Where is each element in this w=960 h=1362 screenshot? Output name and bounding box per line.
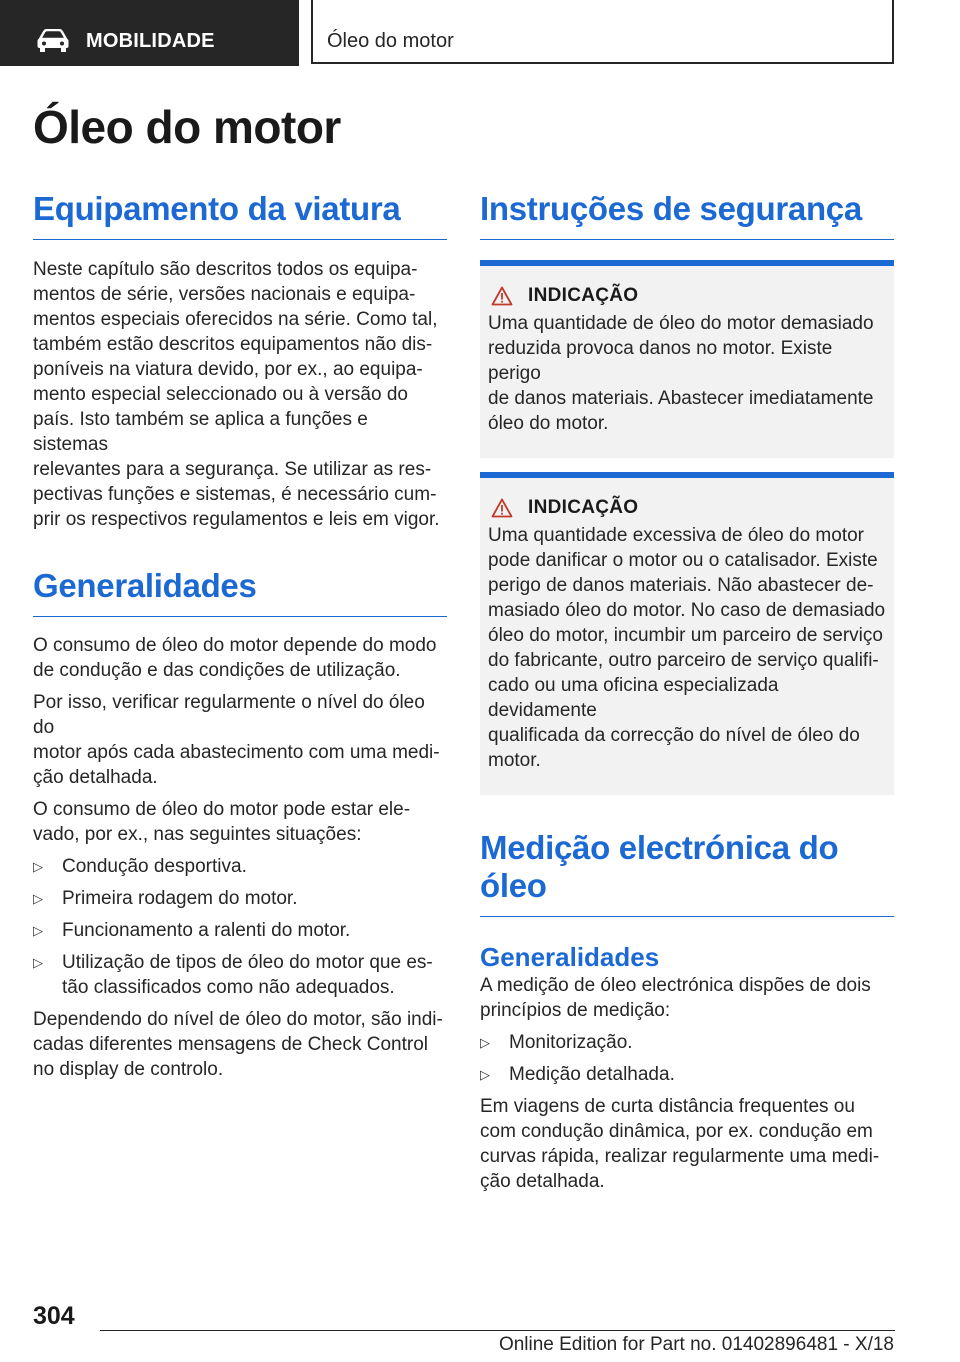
text-line: motor após cada abastecimento com uma medi‐ — [33, 742, 440, 763]
notice-text — [488, 523, 886, 773]
general-paragraph — [33, 797, 447, 847]
text-line: no display de controlo. — [33, 1059, 224, 1080]
edition-note: Online Edition for Part no. 01402896481 - X/18 — [498, 1334, 894, 1355]
text-line: ção detalhada. — [33, 767, 158, 788]
list-item: ▷ Utilização de tipos de óleo do motor que es‐ tão classificados como não adequados. — [33, 952, 433, 998]
page-title: Óleo do motor — [33, 101, 341, 153]
text-line: masiado óleo do motor. No caso de demasiado — [488, 600, 886, 621]
equipment-heading: Equipamento da viatura — [33, 190, 447, 240]
notice-header — [488, 497, 886, 519]
triangle-bullet-icon: ▷ — [33, 859, 43, 874]
text-line: prir os respectivos regulamentos e leis em vigor. — [33, 509, 440, 530]
text-line: mento especial seleccionado ou à versão do — [33, 384, 408, 405]
triangle-bullet-icon: ▷ — [33, 923, 43, 938]
notice-title: INDICAÇÃO — [528, 497, 639, 518]
text-line: motor. — [488, 750, 541, 771]
list-item: ▷ Monitorização. — [480, 1032, 633, 1053]
text-line: óleo do motor, incumbir um parceiro de serviço — [488, 625, 883, 646]
text-line: vado, por ex., nas seguintes situações: — [33, 824, 362, 845]
text-line: curvas rápida, realizar regularmente uma medi‐ — [480, 1146, 880, 1167]
text-line: cado ou uma oficina especializada devidamente — [488, 675, 779, 721]
electronic-general-subheading: Generalidades — [480, 942, 660, 972]
text-line: óleo do motor. — [488, 413, 609, 434]
notice-text — [488, 311, 886, 436]
equipment-paragraph — [33, 257, 447, 532]
text-line: O consumo de óleo do motor depende do modo — [33, 635, 437, 656]
warning-triangle-icon — [491, 286, 513, 306]
text-line: cadas diferentes mensagens de Check Control — [33, 1034, 429, 1055]
left-column — [33, 190, 447, 1082]
chapter-label: Óleo do motor — [327, 30, 454, 52]
text-line: Uma quantidade de óleo do motor demasiado — [488, 313, 874, 334]
general-heading: Generalidades — [33, 567, 447, 617]
text-line: mentos especiais oferecidos na série. Como tal, — [33, 309, 438, 330]
notice-header — [488, 285, 886, 307]
text-line: pode danificar o motor ou o catalisador. Existe — [488, 550, 878, 571]
measurement-principles-list — [480, 1030, 894, 1087]
list-item: ▷ Medição detalhada. — [480, 1064, 675, 1085]
triangle-bullet-icon: ▷ — [33, 955, 43, 970]
text-line: Neste capítulo são descritos todos os equipa‐ — [33, 259, 418, 280]
safety-heading: Instruções de segurança — [480, 190, 894, 240]
general-paragraph — [33, 1007, 447, 1082]
list-item: ▷ Funcionamento a ralenti do motor. — [33, 920, 351, 941]
text-line: poníveis na viatura devido, por ex., ao equipa‐ — [33, 359, 423, 380]
text-line: perigo de danos materiais. Não abastecer de‐ — [488, 575, 874, 596]
page-header — [0, 0, 960, 66]
general-paragraph — [33, 690, 447, 790]
text-line: de danos materiais. Abastecer imediatamente — [488, 388, 874, 409]
text-line: qualificada da correcção do nível de óleo do — [488, 725, 860, 746]
text-line: também estão descritos equipamentos não dis‐ — [33, 334, 433, 355]
text-line: Uma quantidade excessiva de óleo do motor — [488, 525, 865, 546]
notice-box — [480, 472, 894, 795]
electronic-measurement-heading: Medição electrónica do óleo — [480, 829, 894, 917]
text-line: princípios de medição: — [480, 1000, 671, 1021]
list-item: ▷ Primeira rodagem do motor. — [33, 888, 298, 909]
text-line: ção detalhada. — [480, 1171, 605, 1192]
notice-box — [480, 260, 894, 458]
text-line: com condução dinâmica, por ex. condução em — [480, 1121, 873, 1142]
section-label: MOBILIDADE — [86, 30, 215, 52]
triangle-bullet-icon: ▷ — [480, 1067, 490, 1082]
text-line: Em viagens de curta distância frequentes ou — [480, 1096, 855, 1117]
notice-title: INDICAÇÃO — [528, 285, 639, 306]
text-line: reduzida provoca danos no motor. Existe perigo — [488, 338, 833, 384]
electronic-paragraph — [480, 973, 894, 1023]
text-line: do fabricante, outro parceiro de serviço qualifi‐ — [488, 650, 879, 671]
warning-triangle-icon — [491, 498, 513, 518]
footer-divider — [100, 1330, 895, 1331]
text-line: Por isso, verificar regularmente o nível do óleo do — [33, 692, 425, 738]
text-line: país. Isto também se aplica a funções e sistemas — [33, 409, 368, 455]
text-line: O consumo de óleo do motor pode estar ele‐ — [33, 799, 411, 820]
situations-list — [33, 854, 447, 1000]
car-icon — [36, 29, 70, 53]
right-column — [480, 190, 894, 1194]
text-line: relevantes para a segurança. Se utilizar as res‐ — [33, 459, 432, 480]
text-line: mentos de série, versões nacionais e equipa‐ — [33, 284, 416, 305]
text-line: pectivas funções e sistemas, é necessário cum‐ — [33, 484, 437, 505]
page-number: 304 — [33, 1302, 75, 1330]
general-paragraph — [33, 633, 447, 683]
triangle-bullet-icon: ▷ — [480, 1035, 490, 1050]
triangle-bullet-icon: ▷ — [33, 891, 43, 906]
list-item: ▷ Condução desportiva. — [33, 856, 247, 877]
text-line: A medição de óleo electrónica dispões de dois — [480, 975, 871, 996]
chapter-tab — [311, 0, 894, 64]
text-line: Dependendo do nível de óleo do motor, são indi‐ — [33, 1009, 443, 1030]
text-line: de condução e das condições de utilização. — [33, 660, 401, 681]
electronic-paragraph — [480, 1094, 894, 1194]
section-tab — [0, 0, 299, 66]
